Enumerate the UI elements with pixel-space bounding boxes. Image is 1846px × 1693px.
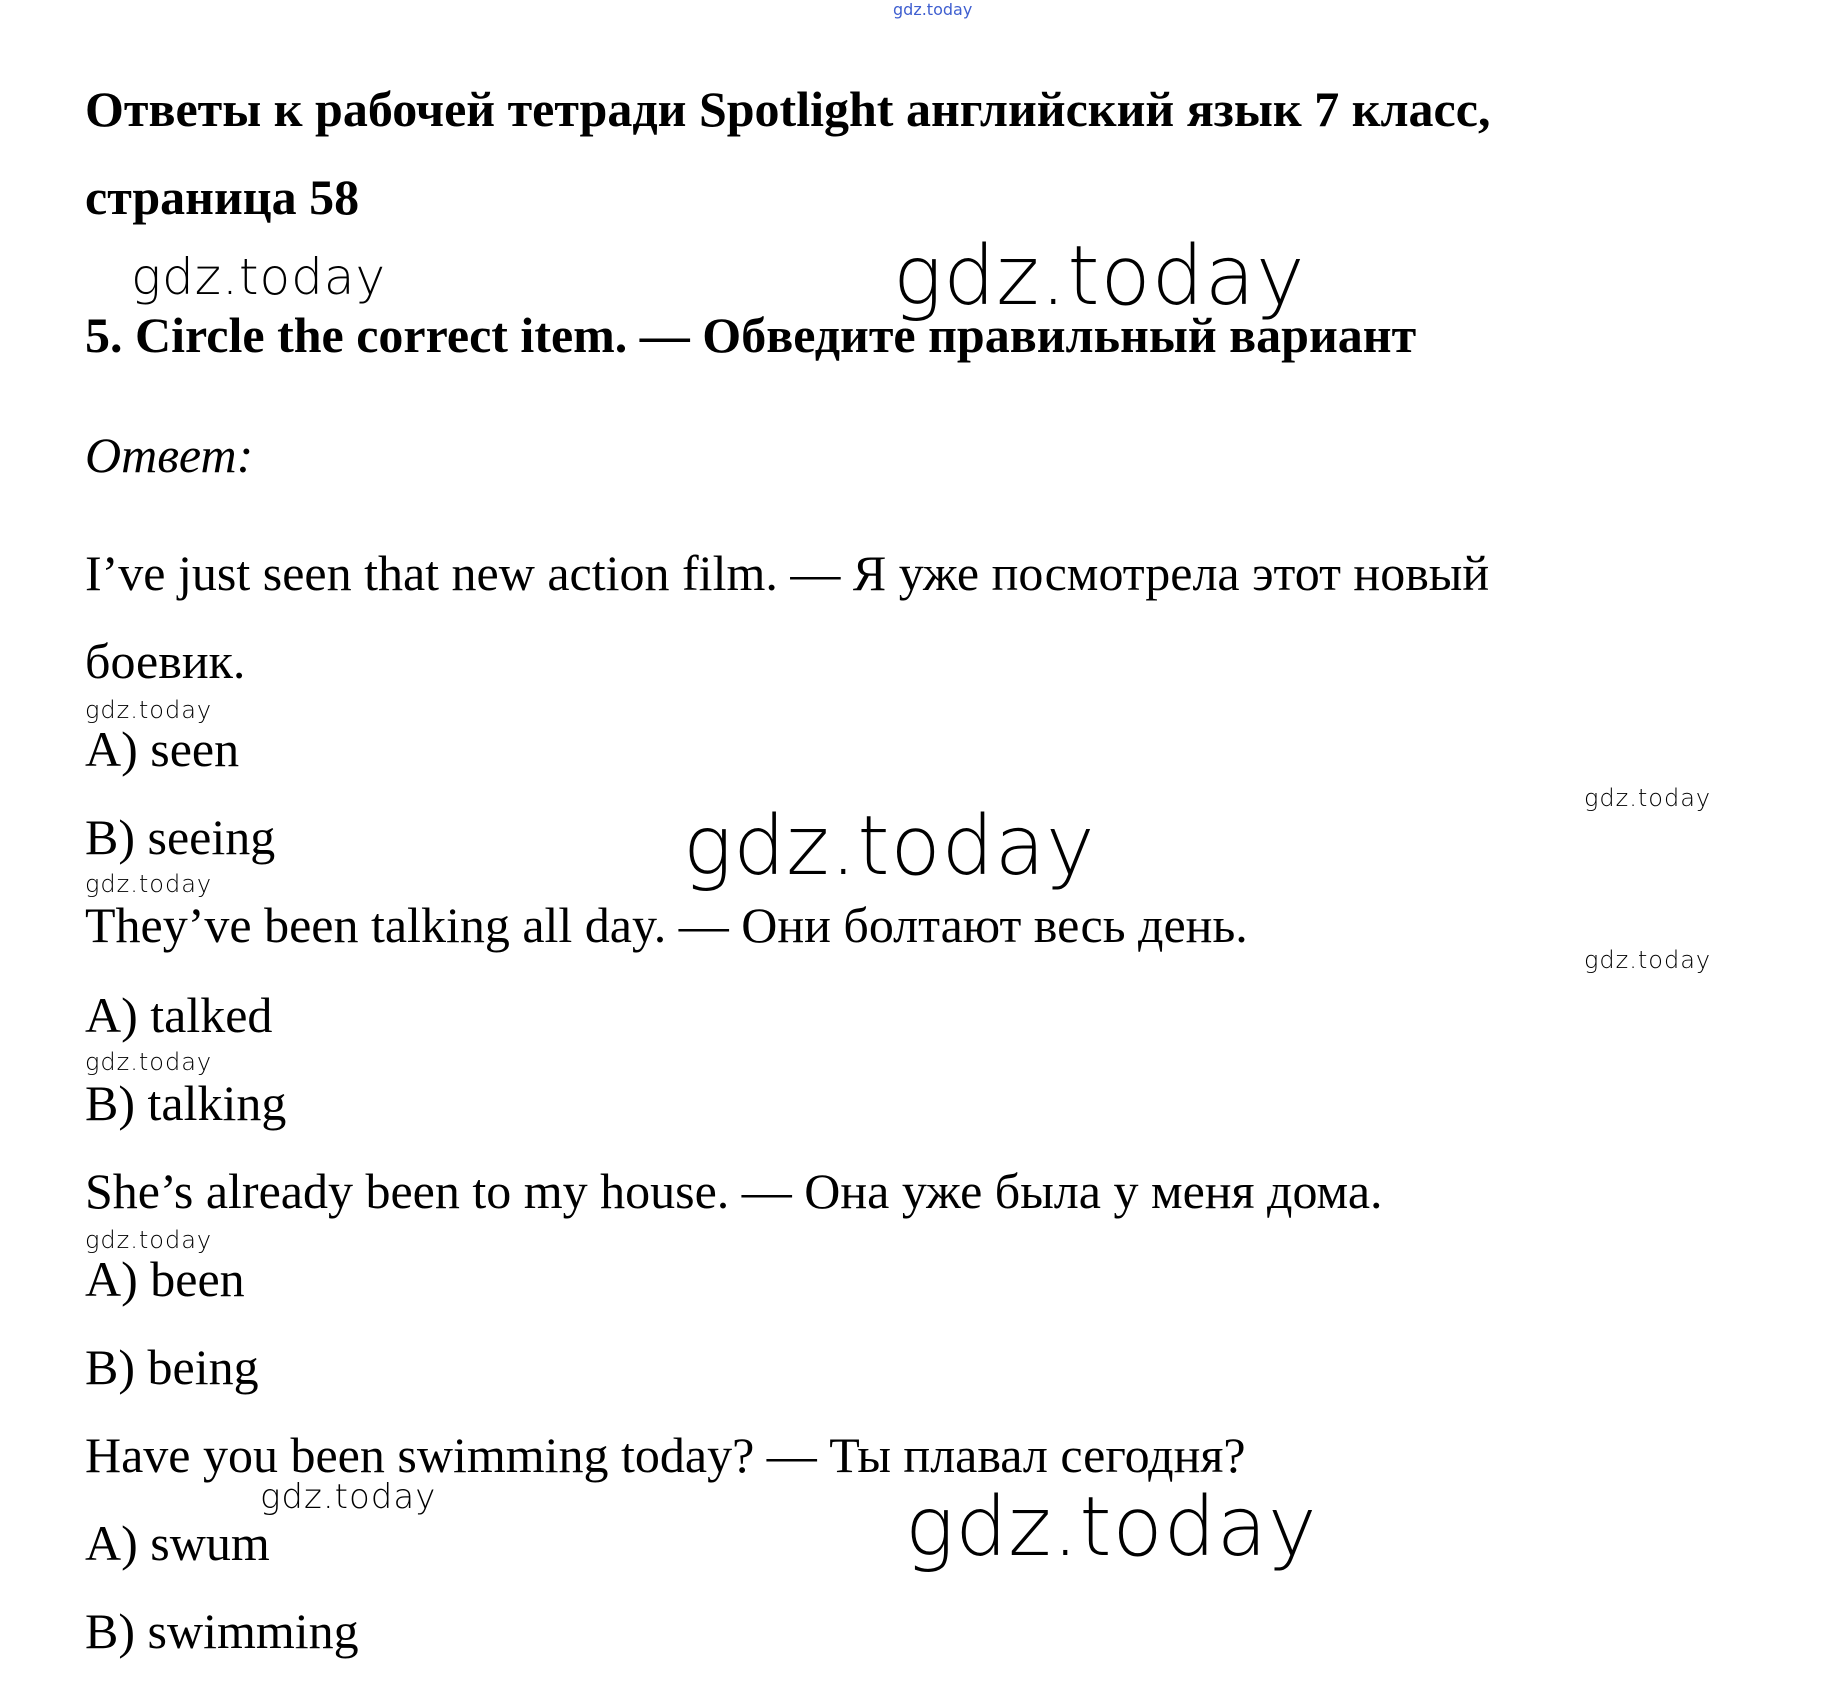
item-3-option-b: B) being	[85, 1339, 259, 1395]
item-1-sentence-line1: I’ve just seen that new action film. — Я уже посмотрела этот новый	[85, 545, 1490, 601]
task-heading: 5. Circle the correct item. — Обведите правильный вариант	[85, 307, 1417, 363]
watermark-large-1: gdz.today	[893, 229, 1306, 324]
item-4-option-a: A) swum	[85, 1515, 270, 1571]
item-1-option-a: A) seen	[85, 721, 240, 777]
watermark-medium-1: gdz.today	[131, 248, 387, 306]
item-3-sentence-line1: She’s already been to my house. — Она уже была у меня дома.	[85, 1163, 1383, 1219]
item-3-option-a: A) been	[85, 1251, 245, 1307]
watermark-large-3: gdz.today	[905, 1480, 1318, 1575]
item-1-sentence-line2: боевик.	[85, 633, 246, 689]
item-4-sentence-line1: Have you been swimming today? — Ты плавал сегодня?	[85, 1427, 1246, 1483]
item-1-option-b: B) seeing	[85, 809, 276, 865]
top-watermark: gdz.today	[893, 0, 973, 19]
page-title-line2: страница 58	[85, 169, 360, 225]
watermark-small-1: gdz.today	[85, 696, 213, 724]
watermark-small-6: gdz.today	[85, 1226, 213, 1254]
watermark-small-5: gdz.today	[85, 1048, 213, 1076]
watermark-medium-2: gdz.today	[260, 1477, 437, 1517]
page-title-line1: Ответы к рабочей тетради Spotlight английский язык 7 класс,	[85, 81, 1491, 137]
watermark-small-2: gdz.today	[1584, 784, 1712, 812]
item-2-sentence-line1: They’ve been talking all day. — Они болтают весь день.	[85, 897, 1248, 953]
watermark-small-3: gdz.today	[85, 870, 213, 898]
item-4-option-b: B) swimming	[85, 1603, 359, 1659]
item-2-option-b: B) talking	[85, 1075, 287, 1131]
watermark-small-4: gdz.today	[1584, 946, 1712, 974]
answer-label: Ответ:	[85, 427, 254, 483]
watermark-large-2: gdz.today	[683, 799, 1096, 894]
item-2-option-a: A) talked	[85, 987, 273, 1043]
